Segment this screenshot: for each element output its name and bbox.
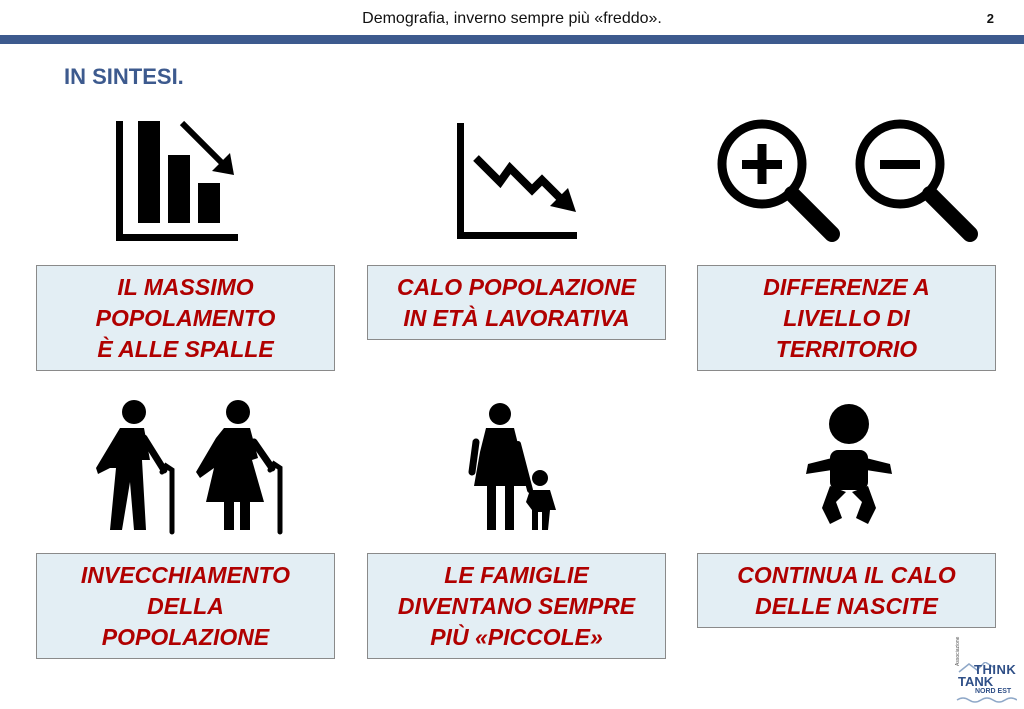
logo-nord-est: NORD EST [975,688,1012,695]
logo-think: THINK [974,662,1017,677]
card-text: LE FAMIGLIE DIVENTANO SEMPRE PIÙ «PICCOLE» [397,561,636,650]
card-text: IL MASSIMO POPOLAMENTO È ALLE SPALLE [95,273,276,362]
elderly-couple-icon [88,398,288,536]
header-title: Demografia, inverno sempre più «freddo». [362,10,662,27]
declining-line-chart-icon [454,120,580,242]
card-text: DIFFERENZE A LIVELLO DI TERRITORIO [763,273,930,362]
section-title: IN SINTESI. [64,64,184,89]
think-tank-logo [955,636,1017,704]
logo-tank: TANK [958,674,994,689]
parent-child-icon [468,402,564,534]
card-text: CONTINUA IL CALO DELLE NASCITE [737,561,956,619]
card-text: INVECCHIAMENTO DELLA POPOLAZIONE [80,561,291,650]
summary-card-birth-decline [697,553,996,628]
zoom-in-out-icon [714,116,980,246]
summary-card-working-age-decline [367,265,666,340]
declining-bar-chart-icon [112,117,240,245]
summary-card-territorial-differences [697,265,996,371]
logo-small-text: Associazione [955,636,961,666]
baby-icon [800,402,898,528]
card-text: CALO POPOLAZIONE IN ETÀ LAVORATIVA [397,273,636,331]
summary-card-ageing [36,553,335,659]
header-rule [0,35,1024,44]
summary-card-peak-population [36,265,335,371]
page-number: 2 [986,11,994,26]
summary-card-smaller-families [367,553,666,659]
